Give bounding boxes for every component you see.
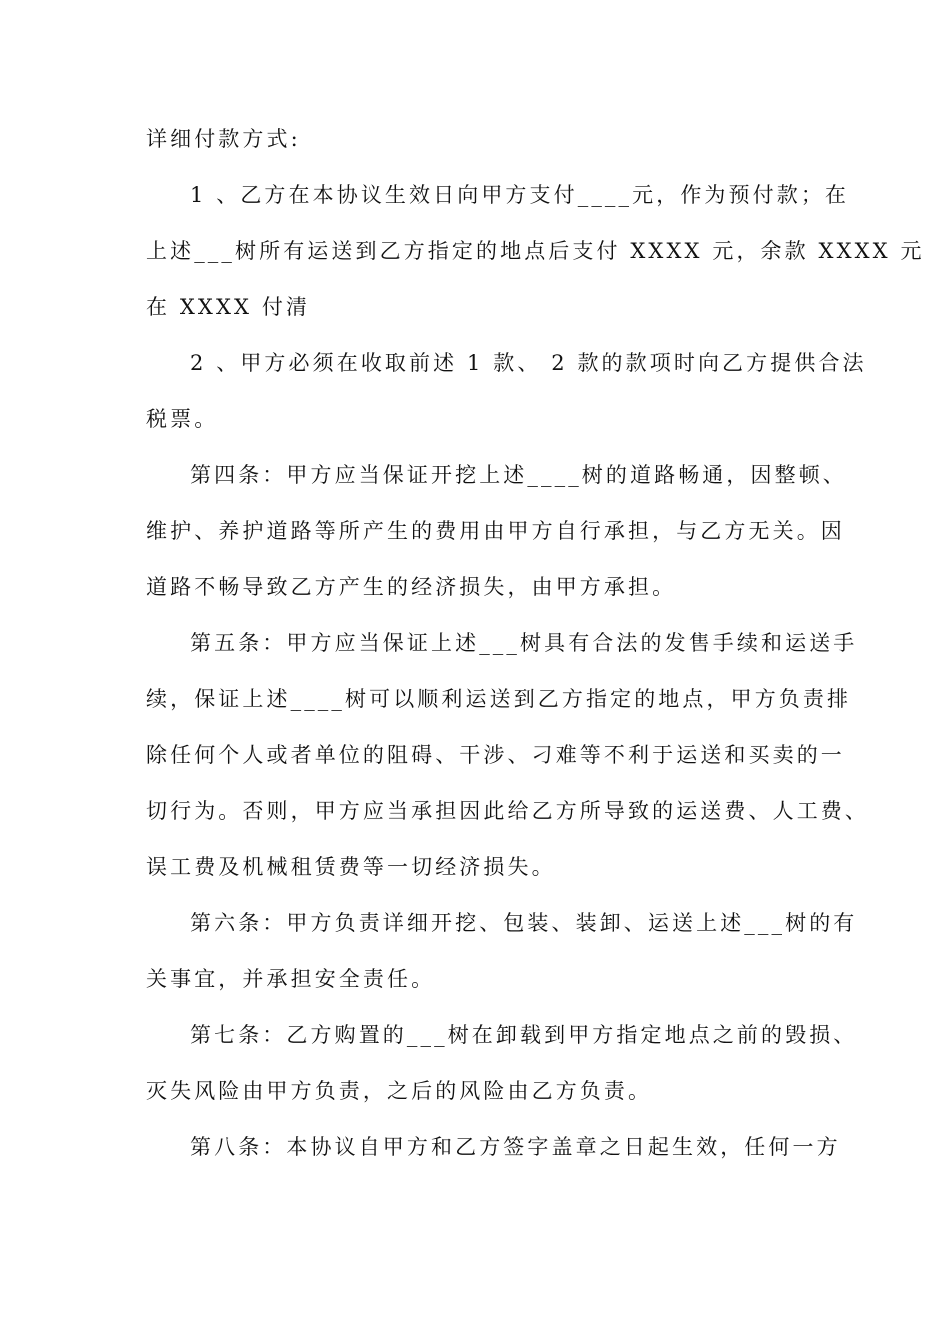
clause-line: 税票。 <box>146 407 219 431</box>
clause-line: 1 、乙方在本协议生效日向甲方支付____元，作为预付款；在 <box>190 183 850 207</box>
clause-line: 2 、甲方必须在收取前述 1 款、 2 款的款项时向乙方提供合法 <box>190 351 867 375</box>
article-6-line: 关事宜，并承担安全责任。 <box>146 967 436 991</box>
article-4-line: 第四条：甲方应当保证开挖上述____树的道路畅通，因整顿、 <box>190 463 847 487</box>
article-6-line: 第六条：甲方负责详细开挖、包装、装卸、运送上述___树的有 <box>190 911 858 935</box>
article-4-line: 道路不畅导致乙方产生的经济损失，由甲方承担。 <box>146 575 677 599</box>
article-5-line: 除任何个人或者单位的阻碍、干涉、刁难等不利于运送和买卖的一 <box>146 743 845 767</box>
article-8-line: 第八条：本协议自甲方和乙方签字盖章之日起生效，任何一方 <box>190 1135 841 1159</box>
article-5-line: 第五条：甲方应当保证上述___树具有合法的发售手续和运送手 <box>190 631 858 655</box>
article-5-line: 续，保证上述____树可以顺利运送到乙方指定的地点，甲方负责排 <box>146 687 852 711</box>
article-4-line: 维护、养护道路等所产生的费用由甲方自行承担，与乙方无关。因 <box>146 519 845 543</box>
payment-heading: 详细付款方式: <box>146 127 301 151</box>
article-7-line: 灭失风险由甲方负责，之后的风险由乙方负责。 <box>146 1079 653 1103</box>
clause-line: 上述___树所有运送到乙方指定的地点后支付 XXXX 元，余款 XXXX 元 <box>146 239 925 263</box>
article-5-line: 误工费及机械租赁费等一切经济损失。 <box>146 855 556 879</box>
clause-line: 在 XXXX 付清 <box>146 295 311 319</box>
article-7-line: 第七条：乙方购置的___树在卸载到甲方指定地点之前的毁损、 <box>190 1023 858 1047</box>
article-5-line: 切行为。否则，甲方应当承担因此给乙方所导致的运送费、人工费、 <box>146 799 869 823</box>
